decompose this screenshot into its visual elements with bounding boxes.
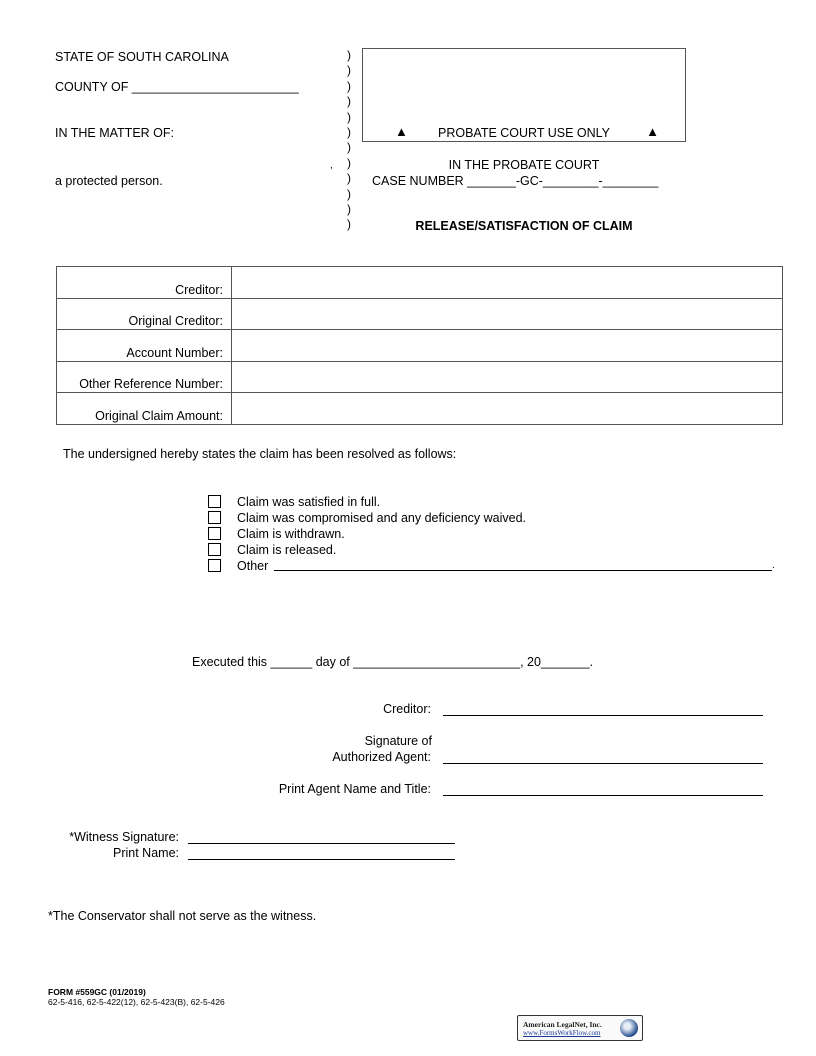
probate-court-label: IN THE PROBATE COURT [448,158,600,172]
authorized-agent-label: Authorized Agent: [332,750,431,764]
option-label: Claim is withdrawn. [237,527,345,541]
original-creditor-label: Original Creditor: [57,298,232,330]
option-label: Other [237,559,269,573]
account-number-input[interactable] [232,330,783,362]
signature-of-label: Signature of [364,734,432,748]
checkbox[interactable] [208,511,221,524]
paren: ) [347,124,351,139]
agent-signature-line[interactable] [443,763,763,764]
resolution-intro: The undersigned hereby states the claim has been resolved as follows: [63,447,457,461]
other-reference-label: Other Reference Number: [57,361,232,393]
matter-label: IN THE MATTER OF: [55,126,174,140]
statute-references: 62-5-416, 62-5-422(12), 62-5-423(B), 62-5-426 [48,997,225,1007]
document-title: RELEASE/SATISFACTION OF CLAIM [415,219,633,233]
option-other[interactable] [208,558,268,574]
table-row [57,393,783,425]
creditor-signature-label: Creditor: [383,702,431,716]
court-use-label: PROBATE COURT USE ONLY [437,126,611,140]
paren: ) [347,78,351,93]
form-number: FORM #559GC (01/2019) [48,987,146,997]
table-row [57,267,783,299]
option-label: Claim was satisfied in full. [237,495,381,509]
paren: ) [347,171,351,186]
witness-print-line[interactable] [188,859,455,860]
checkbox[interactable] [208,543,221,556]
other-period: . [772,560,775,571]
account-number-label: Account Number: [57,330,232,362]
checkbox[interactable] [208,495,221,508]
paren: ) [347,155,351,170]
option-compromised[interactable] [208,510,526,526]
original-claim-amount-input[interactable] [232,393,783,425]
executed-date-line[interactable]: Executed this ______ day of ________________________, 20_______. [192,655,594,669]
court-use-box [362,48,686,142]
other-reference-input[interactable] [232,361,783,393]
paren: ) [347,217,351,232]
other-input-line[interactable] [274,570,772,571]
paren: ) [347,186,351,201]
print-agent-label: Print Agent Name and Title: [278,782,431,796]
original-creditor-input[interactable] [232,298,783,330]
creditor-signature-line[interactable] [443,715,763,716]
triangle-up-icon: ▲ [646,124,659,139]
caption-divider [347,48,357,233]
globe-logo-icon [620,1019,638,1037]
paren: ) [347,94,351,109]
option-withdrawn[interactable] [208,526,345,542]
brand-name: American LegalNet, Inc. [523,1020,602,1029]
witness-note: *The Conservator shall not serve as the witness. [48,909,317,923]
table-row [57,361,783,393]
state-label: STATE OF SOUTH CAROLINA [55,50,229,64]
print-agent-line[interactable] [443,795,763,796]
witness-signature-line[interactable] [188,843,455,844]
witness-print-label: Print Name: [113,846,179,860]
paren: ) [347,63,351,78]
original-claim-amount-label: Original Claim Amount: [57,393,232,425]
creditor-label: Creditor: [57,267,232,299]
matter-comma: , [330,160,333,171]
paren: ) [347,109,351,124]
paren: ) [347,201,351,216]
table-row [57,298,783,330]
county-field[interactable]: COUNTY OF ________________________ [55,80,299,94]
option-released[interactable] [208,542,336,558]
option-label: Claim was compromised and any deficiency waived. [237,511,527,525]
checkbox[interactable] [208,559,221,572]
claim-details-table [56,266,783,425]
option-satisfied[interactable] [208,494,380,510]
american-legalnet-badge[interactable] [517,1015,643,1041]
witness-signature-label: *Witness Signature: [69,830,179,844]
table-row [57,330,783,362]
option-label: Claim is released. [237,543,337,557]
paren: ) [347,48,351,62]
paren: ) [347,140,351,155]
creditor-input[interactable] [232,267,783,299]
case-number-field[interactable]: CASE NUMBER _______-GC-________-________ [372,174,659,188]
protected-person-label: a protected person. [55,174,163,188]
checkbox[interactable] [208,527,221,540]
triangle-up-icon: ▲ [395,124,408,139]
brand-url[interactable]: www.FormsWorkFlow.com [523,1029,601,1037]
